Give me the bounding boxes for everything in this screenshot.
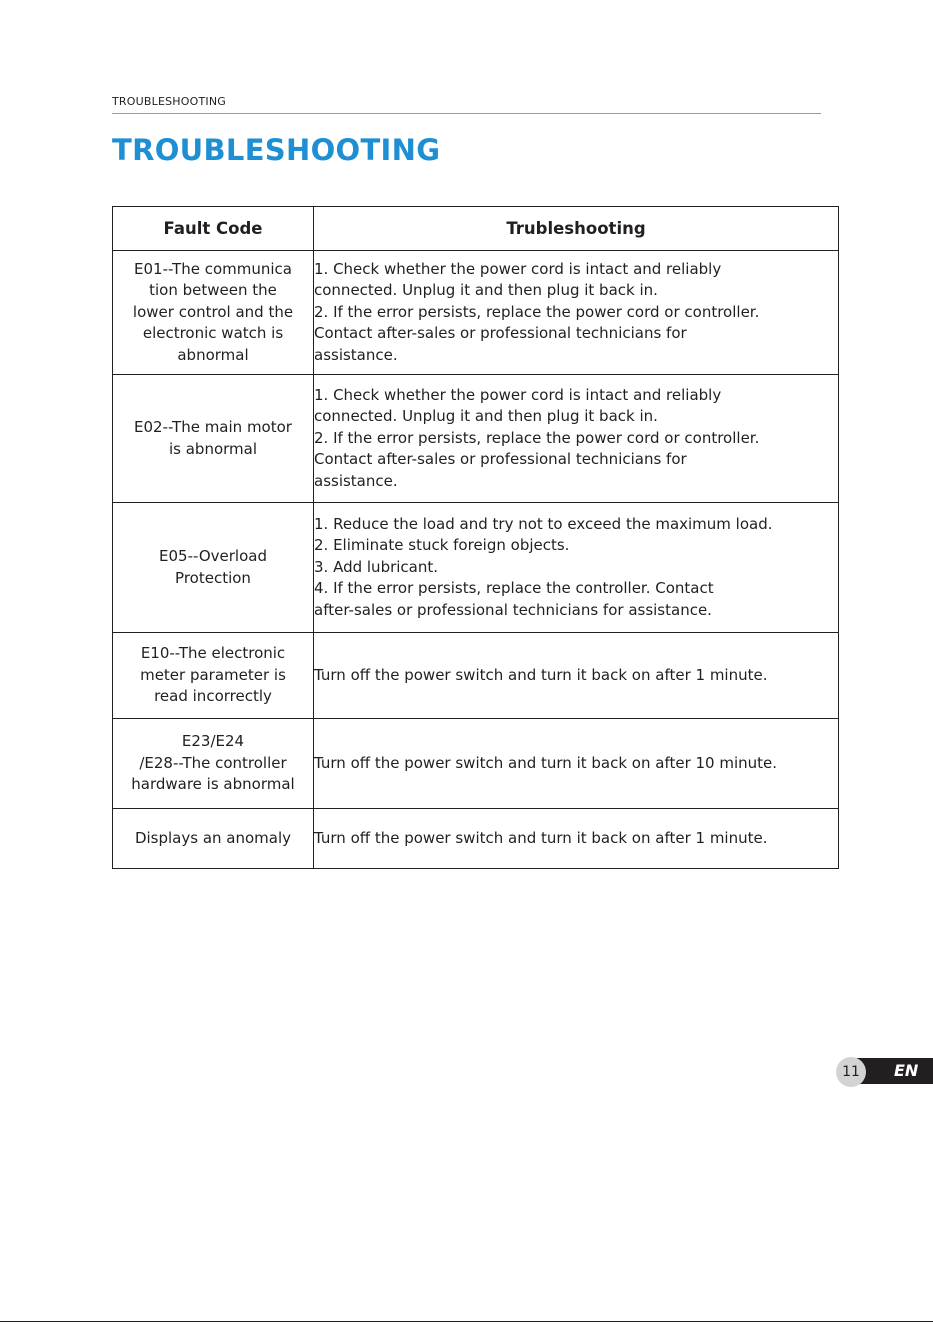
troubleshooting-cell [314,719,839,809]
fault-code-line: Protection [175,568,251,587]
troubleshooting-line: assistance. [314,471,398,490]
fault-code-cell [113,375,314,503]
fault-code-line: meter parameter is [140,665,286,684]
troubleshooting-line: after-sales or professional technicians for assistance. [314,600,712,619]
troubleshooting-cell [314,375,839,503]
troubleshooting-line: Contact after-sales or professional technicians for [314,450,687,469]
troubleshooting-line: 4. If the error persists, replace the controller. Contact [314,579,714,598]
troubleshooting-cell [314,251,839,375]
troubleshooting-line: 2. If the error persists, replace the power cord or controller. [314,428,760,447]
fault-code-cell [113,503,314,633]
language-label: EN [894,1061,919,1080]
page-badge [836,1058,933,1084]
troubleshooting-cell [314,809,839,869]
fault-code-line: lower control and the [132,302,294,321]
troubleshooting-line: 1. Check whether the power cord is intact and reliably [314,259,722,278]
troubleshooting-line: 1. Reduce the load and try not to exceed the maximum load. [314,514,773,533]
running-header: TROUBLESHOOTING [112,95,226,108]
troubleshooting-cell [314,633,839,719]
fault-code-line: tion between the [149,281,277,300]
fault-code-line: is abnormal [168,439,258,458]
bottom-edge-rule [0,1321,933,1322]
page-title: TROUBLESHOOTING [112,133,441,167]
column-header-troubleshooting: Trubleshooting [314,207,839,251]
table-row [113,719,839,809]
troubleshooting-cell [314,503,839,633]
troubleshooting-table [112,206,839,869]
table-row [113,375,839,503]
fault-code-line: /E28--The controller [139,753,287,772]
column-header-fault-code: Fault Code [113,207,314,251]
fault-code-line: abnormal [177,345,249,364]
troubleshooting-line: Turn off the power switch and turn it back on after 1 minute. [314,828,768,847]
troubleshooting-line: connected. Unplug it and then plug it back in. [314,407,658,426]
fault-code-line: electronic watch is [142,324,284,343]
page-number: 11 [836,1057,866,1087]
fault-code-line: E05--Overload [159,547,267,565]
fault-code-line: Displays an anomaly [134,828,292,847]
troubleshooting-line: 3. Add lubricant. [314,557,439,576]
troubleshooting-line: assistance. [314,345,398,364]
table-row [113,251,839,375]
header-divider [112,113,821,114]
troubleshooting-line: 2. Eliminate stuck foreign objects. [314,536,570,555]
fault-code-line: E23/E24 [181,732,245,751]
fault-code-line: E10--The electronic [140,644,286,663]
fault-code-line: hardware is abnormal [131,775,295,794]
fault-code-line: read incorrectly [154,687,272,706]
troubleshooting-line: Turn off the power switch and turn it back on after 1 minute. [314,665,768,684]
troubleshooting-line: connected. Unplug it and then plug it back in. [314,281,658,300]
troubleshooting-line: 1. Check whether the power cord is intact and reliably [314,385,722,404]
fault-code-cell [113,633,314,719]
fault-code-cell [113,251,314,375]
fault-code-line: E02--The main motor [134,418,292,436]
table-row [113,503,839,633]
table-row [113,809,839,869]
fault-code-cell [113,719,314,809]
troubleshooting-line: 2. If the error persists, replace the power cord or controller. [314,302,760,321]
fault-code-line: E01--The communica [134,259,292,278]
table-row [113,633,839,719]
table-header-row [113,207,839,251]
troubleshooting-line: Turn off the power switch and turn it back on after 10 minute. [314,753,778,772]
fault-code-cell [113,809,314,869]
troubleshooting-line: Contact after-sales or professional technicians for [314,324,687,343]
